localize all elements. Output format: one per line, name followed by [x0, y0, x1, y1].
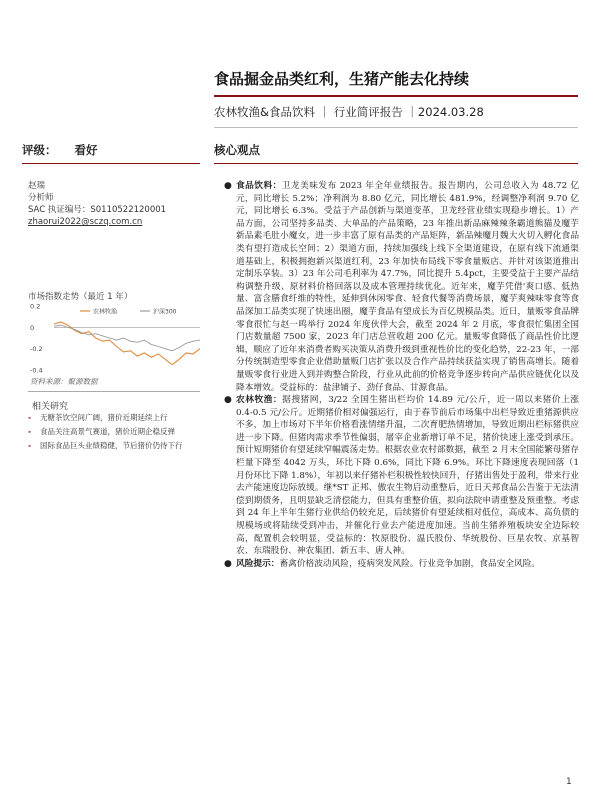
page-number: 1 — [566, 777, 572, 787]
legend-label: 农林牧渔 — [93, 308, 118, 316]
core-points — [224, 180, 580, 570]
bullet-dot-icon: ● — [224, 181, 232, 191]
rating-label: 评级： — [22, 143, 57, 157]
y-tick-label: -0.4 — [30, 366, 43, 374]
report-subtitle: 农林牧渔&食品饮料 ｜ 行业简评报告 ｜2024.03.28 — [214, 105, 484, 119]
related-title: 相关研究 — [32, 402, 69, 412]
rating-value: 看好 — [74, 143, 98, 157]
analyst-name: 赵瑞 — [28, 181, 46, 191]
bullet-text: 据搜猪网，3/22 全国生猪出栏均价 14.89 元/公斤，近一周以来猪价上涨 0.4-0.5 元/公斤。近期猪价相对偏强运行，由于春节前后市场集中出栏导致近重猪源供应不多，加上市场对下半年价格看涨情绪升温，二次育肥热情增加，导致近期出栏标猪供应进一步下降。但猪肉需求季节性偏弱，屠宰企业新增订单不足，猪价快速上涨受到承压。预计短期猪价有望延续窄幅震荡走势。根据农业农村部数据，截至 2 月末全国能繁母猪存栏量下降至 4042 万头，环比下降 0.6%，同比下降 6.9%。环比下降速度表现回落（1 月份环比下降 1.8%），年初以来仔猪补栏积极性较快回升，仔猪出售处于盈利，带来行业去产能速度边际放缓。继*ST 正邦、傲农生物启动重整后，近日天邦食品公告鉴于无法清偿到期债务，且明显缺乏清偿能力，但具有重整价值，拟向法院申请重整及预重整。考虑到 24 年上半年生猪行业供给仍较充足，后续猪价有望延续相对低位，高成本、高负债的规模场或将陆续受到冲击，并催化行业去产能进度加速。当前生猪养殖板块安全边际较高，配置机会较明显，受益标的：牧原股份、温氏股份、华统股份、巨星农牧、京基智农、东瑞股份、神农集团、新五丰、唐人神。 — [236, 395, 580, 557]
series-line-1 — [54, 325, 200, 351]
bullet-label: 农林牧渔： — [236, 395, 283, 406]
related-item[interactable]: - 食品关注高景气赛道，猪价近期企稳反弹 — [28, 427, 175, 436]
related-item[interactable]: - 无糖茶饮空间广阔，猪价近期延续上行 — [28, 413, 168, 422]
right-divider — [214, 163, 578, 164]
related-link[interactable]: 食品关注高景气赛道，猪价近期企稳反弹 — [40, 427, 175, 436]
related-item[interactable]: - 国际食品巨头业绩稳健，节后猪价仍待下行 — [28, 441, 183, 450]
title-rule — [214, 95, 578, 97]
bullet-agri — [224, 394, 580, 558]
related-link[interactable]: 国际食品巨头业绩稳健，节后猪价仍待下行 — [40, 441, 183, 450]
bullet-food — [224, 180, 580, 394]
bullet-text: 卫龙美味发布 2023 年全年业绩报告。报告期内，公司总收入为 48.72 亿元，同比增长 5.2%；净利润为 8.80 亿元，同比增长 481.9%，经调整净利润 9.70 亿元，同比增长 6.3%。受益于产品创新与渠道变革，卫龙经营业绩实现稳步增长。1）产品方面，公司坚持多品类、大单品的产品策略，23 年推出新品麻辣辣条霸道熊猫及魔芋新品素毛肚小魔女，进一步丰富了原有品类的产品矩阵，新品辣魔月魏大火切入孵化食品类有望打造成长空间；2）渠道方面，持续加强线上线下全渠道建设，在原有线下流通渠道基础上，积极拥抱新兴渠道红利，23 年加快布局线下零食量贩店、并针对该渠道推出定制乐享装。3）23 年公司毛利率为 47.7%，同比提升 5.4pct，主要受益于主要产品结构调整升级、原材料价格回落以及成本管理持续优化。近年来，魔芋凭借'爽口感、低热量、富含膳食纤维的特性，延伸到休闲零食、轻食代餐等消费场景，魔芋爽辣味零食等食品深加工品类实现了快速出圈，魔芋食品有望成长为百亿规模品类。近日，量贩零食品牌零食很忙与赵一鸣举行 2024 年度伙伴大会，截至 2024 年 2 月底，零食很忙集团全国门店数量超 7500 家，2023 年门店总营收超 200 亿元。量贩零食降低了商品性价比逻辑，顺应了近年来消费者购买决策从消费升级到重视性价比的变化趋势，22-23 年，一部分传统制造型零食企业借助量贩门店扩张以及合作产品持续获益实现了销售高增长。随着量贩零食行业进入到并购整合阶段，行业从此前的价格竞争逐步转向产品供应链优化以及降本增效。受益标的：盐津铺子、劲仔食品、甘源食品。 — [236, 181, 580, 393]
bullet-dot-icon: ● — [224, 395, 232, 406]
y-tick-label: 0.2 — [30, 302, 41, 311]
related-divider — [28, 391, 200, 392]
bullet-dot-icon: ● — [224, 558, 232, 569]
bullet-label: 风险提示： — [236, 558, 280, 569]
report-title: 食品掘金品类红利，生猪产能去化持续 — [214, 70, 470, 88]
bullet-label: 食品饮料： — [236, 181, 282, 191]
bullet-risk — [224, 558, 579, 571]
analyst-sac: SAC 执证编号：S0110522120001 — [28, 205, 167, 215]
core-heading: 核心观点 — [214, 143, 260, 157]
chart-source: 资料来源：聚源数据 — [30, 377, 98, 386]
y-tick-label: 0 — [30, 323, 35, 332]
series-line-0 — [54, 322, 200, 365]
bullet-text: 畜禽价格波动风险，疫病突发风险。行业竞争加剧，食品安全风险。 — [279, 558, 541, 569]
subtitle-rule — [214, 127, 578, 128]
analyst-role: 分析师 — [28, 193, 54, 203]
left-divider — [22, 163, 200, 164]
market-index-chart — [28, 302, 203, 374]
legend-label: 沪深300 — [153, 308, 177, 316]
related-link[interactable]: 无糖茶饮空间广阔，猪价近期延续上行 — [40, 413, 168, 422]
y-tick-label: -0.2 — [30, 345, 43, 354]
rating-row — [22, 142, 202, 158]
related-list — [28, 412, 204, 454]
chart-title: 市场指数走势（最近 1 年） — [28, 292, 133, 302]
chart-svg — [28, 302, 203, 374]
analyst-email[interactable]: zhaorui2022@sczq.com.cn — [28, 217, 143, 227]
analyst-block — [28, 180, 208, 228]
